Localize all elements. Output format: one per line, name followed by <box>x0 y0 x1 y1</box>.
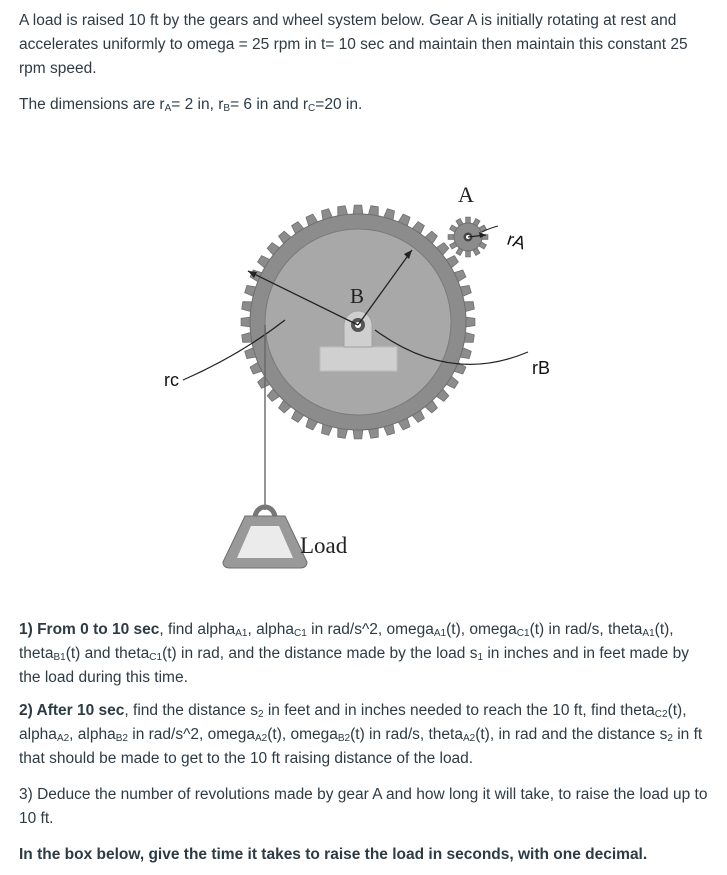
q1-sub: A1 <box>642 628 655 639</box>
q2-text: in feet and in inches needed to reach the 10 ft, find theta <box>263 702 655 719</box>
gear-system-figure <box>150 180 590 575</box>
q1-sub: 1 <box>477 652 484 663</box>
q1-text: , find alpha <box>159 621 236 638</box>
dims-text: The dimensions are r <box>19 96 165 113</box>
q2-sub: A2 <box>255 733 268 744</box>
q2-sub: A2 <box>56 733 70 744</box>
gear-diagram <box>150 180 590 575</box>
q2-sub: C2 <box>654 709 668 720</box>
q2-text: , alpha <box>69 726 116 743</box>
q1-heading: 1) From 0 to 10 sec <box>19 621 160 638</box>
q2-sub: A2 <box>462 733 476 744</box>
q2-heading: 2) After 10 sec <box>19 702 125 719</box>
label-b: B <box>349 284 365 308</box>
label-load: Load <box>300 533 348 558</box>
q2-sub: B2 <box>115 733 128 744</box>
q1-text: , alpha <box>247 621 295 638</box>
final-text: In the box below, give the time it takes to raise the load in seconds, with one decimal. <box>19 846 648 863</box>
dims-text: = 2 in, r <box>171 96 224 113</box>
question-1 <box>19 618 709 690</box>
dims-sub-c: C <box>308 103 316 114</box>
intro-text: A load is raised 10 ft by the gears and wheel system below. Gear A is initially rotating at rest and accelerates uniformly to omega = 25 rpm in t= 10 sec and maintain then maintain this constant 25 rpm speed. <box>19 12 688 77</box>
q2-text: (t), in rad and the distance s <box>475 726 668 743</box>
label-a: A <box>458 182 474 207</box>
q1-sub: B1 <box>53 652 66 663</box>
q1-text: in rad/s^2, omega <box>306 621 434 638</box>
dims-sub-b: B <box>223 103 231 114</box>
q1-sub: A1 <box>235 628 248 639</box>
q1-sub: C1 <box>149 652 163 663</box>
label-rc: rc <box>164 370 179 390</box>
support-base <box>320 347 397 371</box>
dims-text: =20 in. <box>315 96 363 113</box>
q2-text: in rad/s^2, omega <box>127 726 255 743</box>
q3-text: 3) Deduce the number of revolutions made by gear A and how long it will take, to raise the load up to 10 ft. <box>19 786 708 827</box>
q1-text: (t), theta <box>19 621 674 662</box>
q2-sub: 2 <box>667 733 673 744</box>
question-3 <box>19 783 709 831</box>
q2-text: (t), omega <box>267 726 338 743</box>
label-rb: rB <box>532 358 550 378</box>
q2-text: in ft that should be made to get to the 10 ft raising distance of the load. <box>19 726 703 767</box>
q1-sub: C1 <box>294 628 307 639</box>
q2-sub: 2 <box>257 709 264 720</box>
q1-text: in inches and in feet made by the load during this time. <box>19 645 689 686</box>
dimensions-paragraph <box>19 93 709 117</box>
q2-text: (t) in rad/s, theta <box>350 726 463 743</box>
q1-text: (t) and theta <box>65 645 150 662</box>
q1-text: (t), omega <box>446 621 517 638</box>
q1-sub: C1 <box>516 628 530 639</box>
q2-text: , find the distance s <box>124 702 258 719</box>
q1-text: (t) in rad/s, theta <box>529 621 643 638</box>
final-instruction <box>19 843 709 867</box>
label-ra: rA <box>504 228 529 254</box>
q2-sub: B2 <box>337 733 351 744</box>
dims-sub-a: A <box>164 103 172 114</box>
q2-text: (t), alpha <box>19 702 687 743</box>
q1-text: (t) in rad, and the distance made by the load s <box>162 645 478 662</box>
q1-sub: A1 <box>433 628 447 639</box>
question-2 <box>19 699 709 771</box>
dims-text: = 6 in and r <box>230 96 309 113</box>
intro-paragraph <box>19 9 709 81</box>
